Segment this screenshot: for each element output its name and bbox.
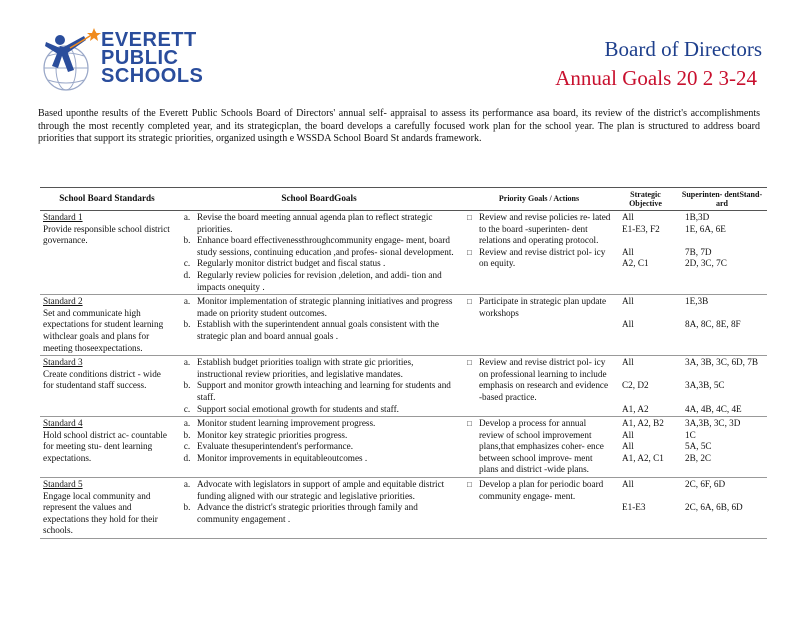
goals-cell bbox=[174, 211, 464, 295]
logo-line-3: SCHOOLS bbox=[101, 65, 204, 87]
goal-text: Regularly review policies for revision ,deletion, and addi- tion and impacts onequity . bbox=[197, 269, 442, 292]
priority-text: Review and revise policies re- lated to the board -superinten- dent relations and operating protocol. bbox=[479, 212, 611, 246]
goal-item bbox=[177, 453, 461, 465]
goal-letter: c. bbox=[183, 403, 191, 414]
objective-value bbox=[622, 392, 674, 404]
priority-text: Review and revise district pol- icy on professional learning to include emphasis on research and evidence -based practice. bbox=[479, 357, 609, 402]
standard-cell bbox=[40, 295, 174, 356]
goal-item bbox=[177, 418, 461, 430]
goal-text: Enhance board effectivenessthroughcommunity engage- ment, board study sessions, continuing education ,and profes- sional development. bbox=[197, 235, 454, 257]
superintendent-value bbox=[685, 392, 764, 404]
table-row bbox=[40, 356, 767, 417]
priority-text: Review and revise district pol- icy on equity. bbox=[479, 246, 606, 269]
table-row bbox=[40, 417, 767, 478]
goal-text: Establish with the superintendent annual goals consistent with the strategic plan and board annual goals . bbox=[197, 319, 439, 341]
superintendent-cell bbox=[677, 211, 767, 295]
superintendent-value: 2D, 3C, 7C bbox=[685, 258, 727, 269]
table-header-row bbox=[40, 188, 767, 211]
goal-letter: c. bbox=[183, 258, 191, 269]
goal-text: Monitor student learning improvement progress. bbox=[197, 418, 376, 429]
superintendent-value: 3A, 3B, 3C, 6D, 7B bbox=[685, 357, 758, 368]
goal-item bbox=[177, 404, 461, 416]
superintendent-value bbox=[685, 235, 764, 247]
goals-cell bbox=[174, 478, 464, 539]
goal-text: Revise the board meeting annual agenda plan to reflect strategic priorities. bbox=[197, 212, 433, 234]
standard-cell bbox=[40, 356, 174, 417]
priority-cell bbox=[464, 356, 614, 417]
goal-item bbox=[177, 270, 461, 293]
objective-value: A1, A2, C1 bbox=[622, 452, 664, 463]
objective-value: E1-E3, F2 bbox=[622, 223, 660, 234]
checkbox-icon: □ bbox=[467, 247, 472, 257]
objective-value: A1, A2, B2 bbox=[622, 418, 664, 429]
priority-text: Develop a process for annual review of school improvement plans,that emphasizes coher- ence between school improve- ment plans and district -wide plans. bbox=[479, 418, 604, 475]
objective-value: All bbox=[622, 319, 634, 330]
logo-line-2: PUBLIC bbox=[101, 47, 179, 69]
priority-cell bbox=[464, 478, 614, 539]
standard-cell bbox=[40, 211, 174, 295]
standard-label: Standard 2 bbox=[43, 296, 83, 307]
table-row bbox=[40, 478, 767, 539]
goal-letter: b. bbox=[183, 380, 191, 391]
superintendent-cell bbox=[677, 356, 767, 417]
goal-item bbox=[177, 258, 461, 270]
objective-cell bbox=[614, 478, 677, 539]
priority-item bbox=[467, 247, 611, 270]
goal-item bbox=[177, 357, 461, 380]
standard-label: Standard 1 bbox=[43, 212, 83, 222]
goal-letter: a. bbox=[183, 212, 191, 222]
header-standards: School Board Standards bbox=[40, 188, 174, 211]
goal-letter: d. bbox=[183, 452, 191, 463]
superintendent-value bbox=[685, 308, 764, 320]
priority-item bbox=[467, 357, 611, 403]
checkbox-icon: □ bbox=[467, 213, 472, 222]
superintendent-value: 3A,3B, 3C, 3D bbox=[685, 418, 741, 429]
objective-value bbox=[622, 369, 674, 381]
goal-letter: a. bbox=[183, 357, 191, 368]
goal-letter: b. bbox=[183, 502, 191, 513]
goal-text: Support social emotional growth for students and staff. bbox=[197, 403, 399, 414]
objective-value bbox=[622, 491, 674, 503]
standard-description: Set and communicate high expectations for student learning withclear goals and plans for meeting thoseexpectations. bbox=[43, 307, 164, 353]
objective-value: All bbox=[622, 429, 634, 440]
objective-value: A1, A2 bbox=[622, 403, 649, 414]
goal-letter: b. bbox=[183, 319, 191, 330]
standard-label: Standard 5 bbox=[43, 479, 83, 490]
superintendent-value: 4A, 4B, 4C, 4E bbox=[685, 403, 742, 414]
district-logo bbox=[40, 26, 210, 96]
goal-text: Advocate with legislators in support of ample and equitable district funding aligned with our strategic and legislative priorities. bbox=[197, 479, 445, 501]
objective-value: All bbox=[622, 479, 634, 490]
goal-item bbox=[177, 380, 461, 403]
standard-label: Standard 4 bbox=[43, 418, 83, 429]
standard-cell bbox=[40, 478, 174, 539]
priority-item bbox=[467, 479, 611, 502]
superintendent-value: 2C, 6F, 6D bbox=[685, 479, 726, 490]
superintendent-value: 2C, 6A, 6B, 6D bbox=[685, 502, 743, 513]
goal-item bbox=[177, 235, 461, 258]
superintendent-value: 5A, 5C bbox=[685, 441, 712, 452]
goal-letter: a. bbox=[183, 418, 191, 429]
header-superintendent: Superinten- dentStand- ard bbox=[677, 188, 767, 211]
goal-item bbox=[177, 441, 461, 453]
goal-text: Support and monitor growth inteaching and learning for students and staff. bbox=[197, 380, 451, 402]
goal-letter: a. bbox=[183, 479, 191, 490]
goal-text: Advance the district's strategic priorities through family and community engagement . bbox=[197, 502, 418, 524]
objective-value: All bbox=[622, 212, 634, 222]
goal-text: Regularly monitor district budget and fiscal status . bbox=[197, 258, 386, 269]
goal-letter: a. bbox=[183, 296, 191, 307]
goals-cell bbox=[174, 356, 464, 417]
superintendent-value: 3A,3B, 5C bbox=[685, 380, 725, 391]
superintendent-value: 1B,3D bbox=[685, 212, 710, 222]
logo-line-1: EVERETT bbox=[101, 29, 197, 51]
goal-text: Monitor key strategic priorities progress. bbox=[197, 429, 348, 440]
superintendent-value: 2B, 2C bbox=[685, 452, 712, 463]
objective-cell bbox=[614, 417, 677, 478]
standard-description: Create conditions district - wide for studentand staff success. bbox=[43, 368, 161, 391]
superintendent-value bbox=[685, 369, 764, 381]
objective-value bbox=[622, 308, 674, 320]
objective-value: All bbox=[622, 441, 634, 452]
goal-text: Establish budget priorities toalign with strate gic priorities, instructional review priorities, and legislative mandates. bbox=[197, 357, 414, 379]
standard-cell bbox=[40, 417, 174, 478]
superintendent-cell bbox=[677, 295, 767, 356]
goal-item bbox=[177, 479, 461, 502]
table-row bbox=[40, 295, 767, 356]
standard-description: Provide responsible school district governance. bbox=[43, 223, 170, 246]
objective-value: All bbox=[622, 246, 634, 257]
goal-letter: b. bbox=[183, 235, 191, 246]
goal-letter: b. bbox=[183, 429, 191, 440]
page-title: Board of Directors bbox=[604, 37, 762, 61]
superintendent-cell bbox=[677, 417, 767, 478]
checkbox-icon: □ bbox=[467, 297, 472, 307]
objective-cell bbox=[614, 295, 677, 356]
objective-value: All bbox=[622, 357, 634, 368]
goals-table bbox=[40, 187, 767, 539]
superintendent-value: 1E,3B bbox=[685, 296, 709, 307]
superintendent-value: 1E, 6A, 6E bbox=[685, 223, 726, 234]
goal-item bbox=[177, 319, 461, 342]
goal-item bbox=[177, 296, 461, 319]
goal-letter: d. bbox=[183, 269, 191, 280]
priority-item bbox=[467, 418, 611, 476]
superintendent-value: 8A, 8C, 8E, 8F bbox=[685, 319, 741, 330]
figure-globe-icon bbox=[40, 26, 102, 96]
goals-cell bbox=[174, 417, 464, 478]
header-goals: School BoardGoals bbox=[174, 188, 464, 211]
intro-paragraph: Based uponthe results of the Everett Public Schools Board of Directors' annual self- appraisal to assess its performance asa board, its review of the district's accomplishments through the most recently completed year, and its strategicplan, the board develops a carefully focused work plan for the school year. The plan is structured to address board priorities that support its strategic priorities, organized usingth e WSSDA School Board St andards framework. bbox=[38, 108, 760, 144]
superintendent-value: 1C bbox=[685, 429, 696, 440]
superintendent-value: 7B, 7D bbox=[685, 246, 712, 257]
table-row bbox=[40, 211, 767, 295]
objective-value: E1-E3 bbox=[622, 502, 646, 513]
page-subtitle: Annual Goals 20 2 3-24 bbox=[555, 66, 757, 90]
priority-text: Develop a plan for periodic board community engage- ment. bbox=[479, 479, 604, 501]
goal-text: Monitor implementation of strategic planning initiatives and progress made on priority student outcomes. bbox=[197, 296, 453, 318]
checkbox-icon: □ bbox=[467, 480, 472, 490]
goals-cell bbox=[174, 295, 464, 356]
goal-item bbox=[177, 212, 461, 235]
goal-item bbox=[177, 430, 461, 442]
checkbox-icon: □ bbox=[467, 419, 472, 429]
standard-label: Standard 3 bbox=[43, 357, 83, 368]
priority-item bbox=[467, 212, 611, 247]
header-objective: Strategic Objective bbox=[614, 188, 677, 211]
priority-text: Participate in strategic plan update workshops bbox=[479, 296, 607, 318]
standard-description: Hold school district ac- countable for meeting stu- dent learning expectations. bbox=[43, 429, 167, 463]
goal-text: Monitor improvements in equitableoutcomes . bbox=[197, 452, 368, 463]
superintendent-cell bbox=[677, 478, 767, 539]
objective-value: C2, D2 bbox=[622, 380, 649, 391]
objective-value: All bbox=[622, 296, 634, 307]
objective-value: A2, C1 bbox=[622, 258, 649, 269]
priority-cell bbox=[464, 295, 614, 356]
objective-cell bbox=[614, 211, 677, 295]
priority-item bbox=[467, 296, 611, 319]
standard-description: Engage local community and represent the values and expectations they hold for their schools. bbox=[43, 490, 158, 536]
goal-letter: c. bbox=[183, 441, 191, 452]
objective-cell bbox=[614, 356, 677, 417]
priority-cell bbox=[464, 211, 614, 295]
checkbox-icon: □ bbox=[467, 358, 472, 368]
goal-text: Evaluate thesuperintendent's performance. bbox=[197, 441, 353, 452]
objective-value bbox=[622, 235, 674, 247]
superintendent-value bbox=[685, 491, 764, 503]
goal-item bbox=[177, 502, 461, 525]
header-priority: Priority Goals / Actions bbox=[464, 188, 614, 211]
priority-cell bbox=[464, 417, 614, 478]
